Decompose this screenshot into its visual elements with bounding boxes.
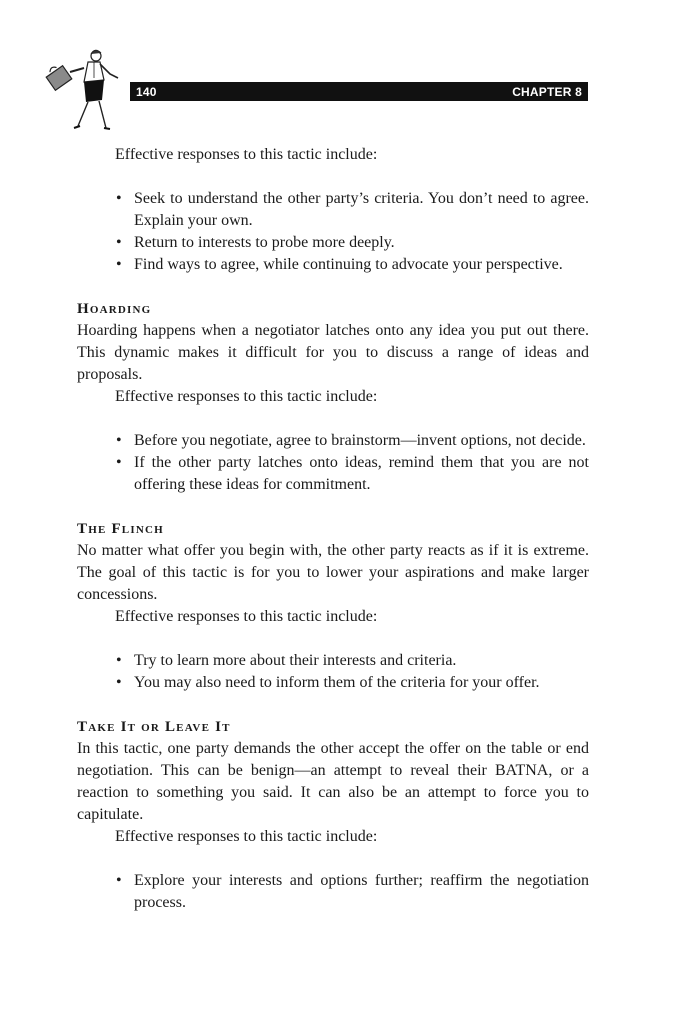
list-item: • If the other party latches onto ideas, remind them that you are not offering these ideas for commitment.	[115, 452, 589, 496]
section-heading-take-it-or-leave-it: Take It or Leave It	[77, 719, 231, 735]
list-item: • Before you negotiate, agree to brainstorm—invent options, not decide.	[115, 430, 589, 452]
flinch-responses: Effective responses to this tactic include:	[115, 608, 378, 625]
take-it-bullet-list	[77, 870, 589, 914]
intro-bullet-list	[77, 188, 589, 276]
chapter-label: CHAPTER 8	[512, 84, 582, 99]
section-heading-flinch: The Flinch	[77, 521, 164, 537]
list-item: • You may also need to inform them of the criteria for your offer.	[115, 672, 589, 694]
list-item: • Find ways to agree, while continuing to advocate your perspective.	[115, 254, 589, 276]
responses-intro: Effective responses to this tactic include:	[115, 146, 378, 163]
flinch-paragraph: No matter what offer you begin with, the other party reacts as if it is extreme. The goal of this tactic is for you to lower your aspirations and make larger concessions.	[77, 542, 589, 603]
list-item: • Seek to understand the other party’s criteria. You don’t need to agree. Explain your own.	[115, 188, 589, 232]
take-it-responses: Effective responses to this tactic include:	[115, 828, 378, 845]
take-it-paragraph: In this tactic, one party demands the other accept the offer on the table or end negotiation. This can be benign—an attempt to reveal their BATNA, or a reaction to something you said. It can also be an attempt to force you to capitulate.	[77, 740, 589, 823]
hoarding-paragraph: Hoarding happens when a negotiator latches onto any idea you put out there. This dynamic makes it difficult for you to discuss a range of ideas and proposals.	[77, 322, 589, 383]
page-number: 140	[136, 84, 157, 99]
list-item: • Return to interests to probe more deeply.	[115, 232, 589, 254]
hoarding-bullet-list	[77, 430, 589, 496]
list-item: • Explore your interests and options further; reaffirm the negotiation process.	[115, 870, 589, 914]
hoarding-responses: Effective responses to this tactic include:	[115, 388, 378, 405]
section-heading-hoarding: Hoarding	[77, 301, 152, 317]
page-header-bar	[130, 82, 588, 101]
businesswoman-illustration-icon	[44, 48, 124, 132]
list-item: • Try to learn more about their interests and criteria.	[115, 650, 589, 672]
page-body	[77, 144, 589, 914]
flinch-bullet-list	[77, 650, 589, 694]
